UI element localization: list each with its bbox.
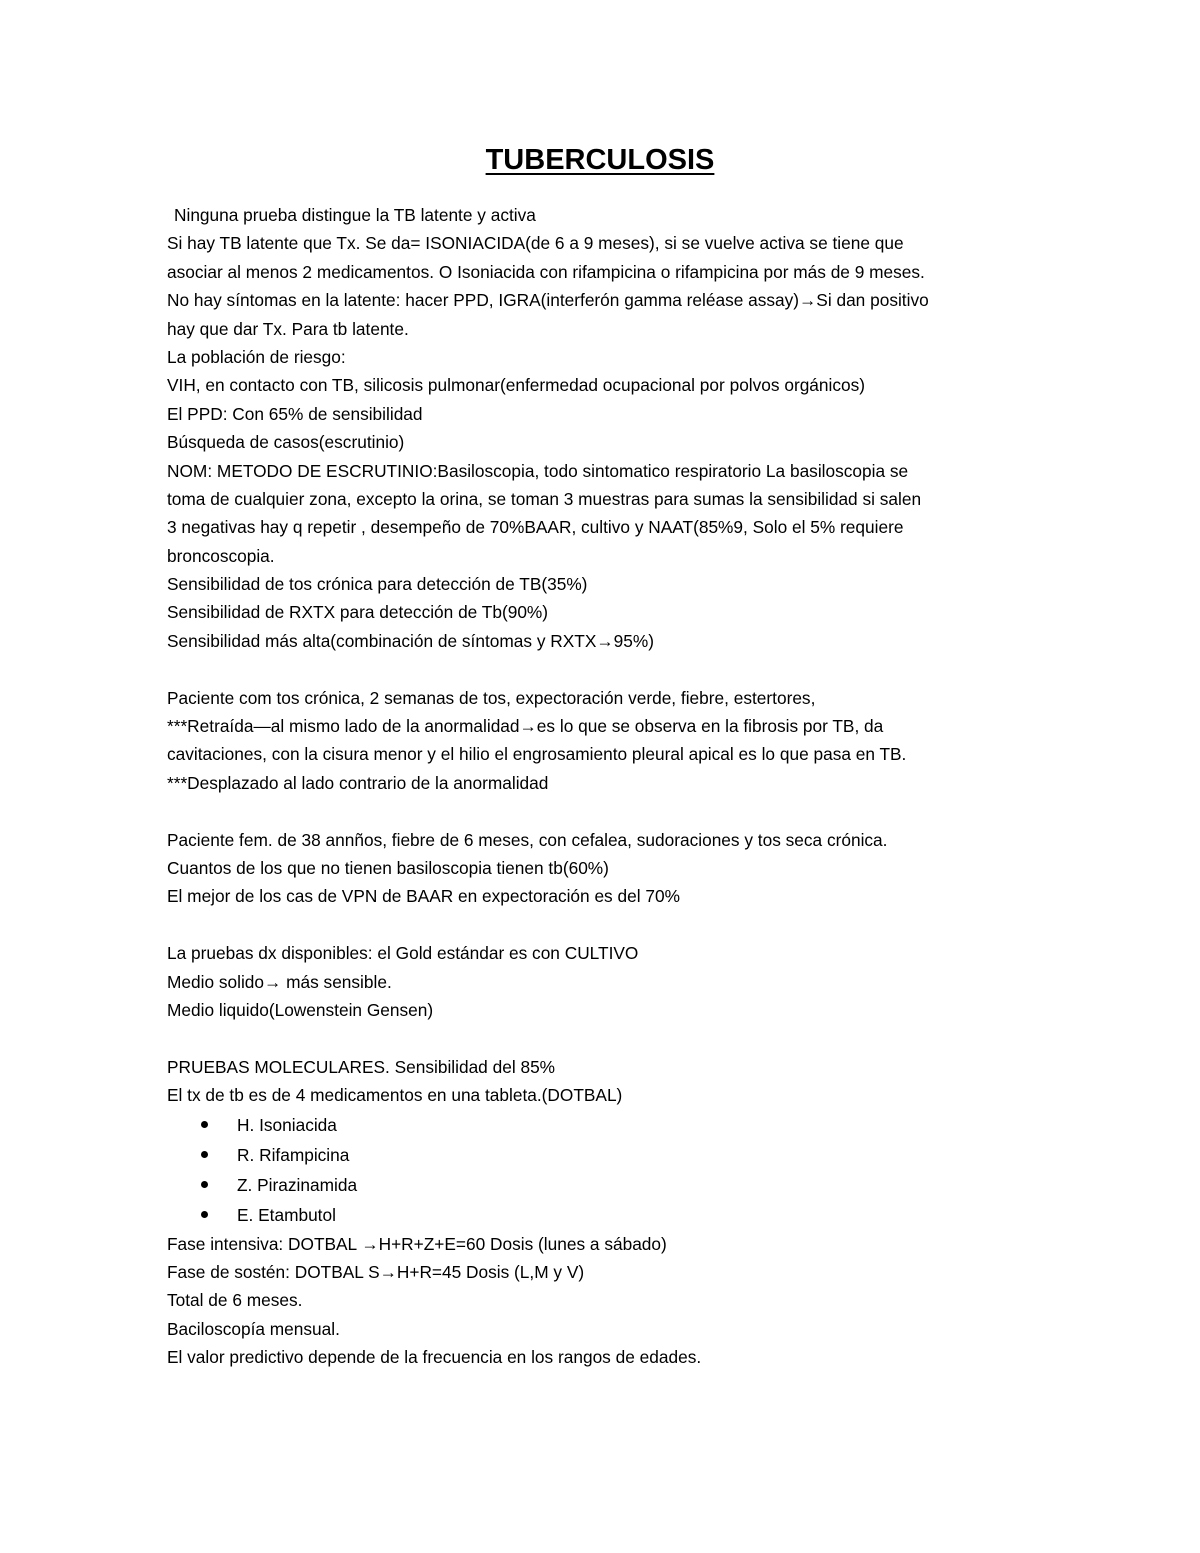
document-body (167, 201, 1067, 1371)
text-line: Paciente fem. de 38 annños, fiebre de 6 meses, con cefalea, sudoraciones y tos seca crónica. (167, 829, 888, 850)
text-line: El PPD: Con 65% de sensibilidad (167, 403, 423, 424)
text-line: El mejor de los cas de VPN de BAAR en expectoración es del 70% (167, 886, 680, 907)
text-line: Fase intensiva: DOTBAL →H+R+Z+E=60 Dosis (lunes a sábado) (167, 1233, 667, 1254)
list-item-label: R. Rifampicina (237, 1144, 350, 1165)
list-item-label: Z. Pirazinamida (237, 1174, 358, 1195)
list-item (167, 1170, 1067, 1200)
text-line: Búsqueda de casos(escrutinio) (167, 432, 405, 453)
paragraph-spacer (167, 911, 1067, 939)
drug-list (167, 1110, 1067, 1230)
text-line: Baciloscopía mensual. (167, 1318, 340, 1339)
text-line: Medio liquido(Lowenstein Gensen) (167, 999, 434, 1020)
paragraph-spacer (167, 1024, 1067, 1052)
text-line: cavitaciones, con la cisura menor y el hilio el engrosamiento pleural apical es lo que pasa en TB. (167, 744, 907, 765)
text-line: hay que dar Tx. Para tb latente. (167, 318, 409, 339)
text-line: No hay síntomas en la latente: hacer PPD, IGRA(interferón gamma reléase assay)→Si dan positivo (167, 290, 929, 311)
text-line: Total de 6 meses. (167, 1290, 303, 1311)
bullet-icon (201, 1211, 208, 1218)
bullet-icon (201, 1181, 208, 1188)
text-line: El valor predictivo depende de la frecuencia en los rangos de edades. (167, 1347, 702, 1368)
text-line: Sensibilidad de RXTX para detección de Tb(90%) (167, 602, 549, 623)
list-item (167, 1200, 1067, 1230)
text-line: broncoscopia. (167, 545, 275, 566)
text-line: toma de cualquier zona, excepto la orina, se toman 3 muestras para sumas la sensibilidad si salen (167, 488, 922, 509)
paragraph-spacer (167, 797, 1067, 825)
text-line: Medio solido→ más sensible. (167, 971, 392, 992)
text-line: asociar al menos 2 medicamentos. O Isoniacida con rifampicina o rifampicina por más de 9 meses. (167, 261, 925, 282)
list-item (167, 1110, 1067, 1140)
list-item-label: E. Etambutol (237, 1204, 336, 1225)
bullet-icon (201, 1121, 208, 1128)
text-line: ***Retraída—al mismo lado de la anormalidad→es lo que se observa en la fibrosis por TB, da (167, 716, 884, 737)
text-line: Cuantos de los que no tienen basiloscopia tienen tb(60%) (167, 857, 609, 878)
text-line: Sensibilidad más alta(combinación de síntomas y RXTX→95%) (167, 630, 654, 651)
text-line: Ninguna prueba distingue la TB latente y activa (174, 205, 536, 225)
text-line: La pruebas dx disponibles: el Gold estándar es con CULTIVO (167, 943, 639, 964)
text-line: El tx de tb es de 4 medicamentos en una tableta.(DOTBAL) (167, 1085, 623, 1106)
bullet-icon (201, 1151, 208, 1158)
text-line: Sensibilidad de tos crónica para detección de TB(35%) (167, 574, 588, 595)
text-line: Paciente com tos crónica, 2 semanas de tos, expectoración verde, fiebre, estertores, (167, 687, 816, 708)
text-line: VIH, en contacto con TB, silicosis pulmonar(enfermedad ocupacional por polvos orgánicos) (167, 375, 866, 396)
text-line: Fase de sostén: DOTBAL S→H+R=45 Dosis (L,M y V) (167, 1261, 585, 1282)
list-item (167, 1140, 1067, 1170)
text-line: ***Desplazado al lado contrario de la anormalidad (167, 772, 549, 793)
text-line: NOM: METODO DE ESCRUTINIO:Basiloscopia, todo sintomatico respiratorio La basiloscopia se (167, 460, 909, 481)
paragraph-spacer (167, 655, 1067, 683)
text-line: La población de riesgo: (167, 346, 346, 367)
document-title: TUBERCULOSIS (485, 144, 715, 176)
list-item-label: H. Isoniacida (237, 1114, 337, 1135)
text-line: 3 negativas hay q repetir , desempeño de 70%BAAR, cultivo y NAAT(85%9, Solo el 5% requiere (167, 517, 904, 538)
text-line: Si hay TB latente que Tx. Se da= ISONIACIDA(de 6 a 9 meses), si se vuelve activa se tiene que (167, 233, 904, 254)
text-line: PRUEBAS MOLECULARES. Sensibilidad del 85% (167, 1056, 556, 1077)
